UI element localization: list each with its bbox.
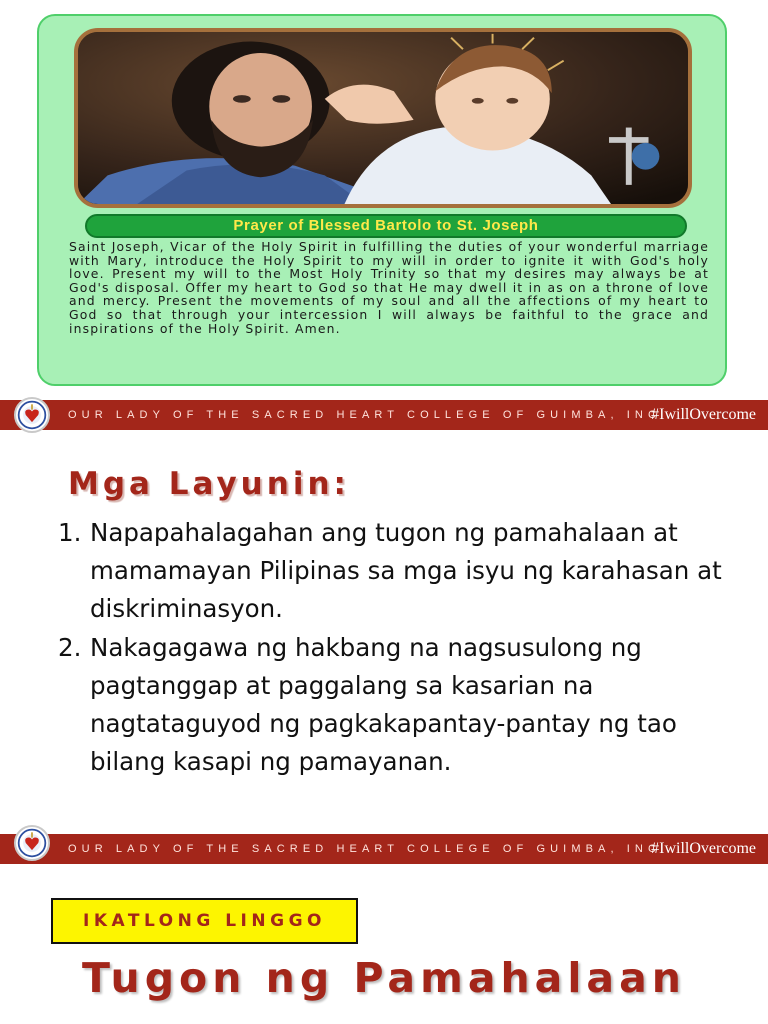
prayer-title: Prayer of Blessed Bartolo to St. Joseph — [233, 217, 539, 234]
saint-joseph-image — [74, 28, 692, 208]
objectives-heading: Mga Layunin: — [68, 466, 350, 502]
section-title: Tugon ng Pamahalaan — [82, 954, 686, 1002]
prayer-card — [37, 14, 727, 386]
objective-number: 1. — [58, 518, 82, 547]
school-footer-band — [0, 400, 768, 430]
week-label-box — [51, 898, 358, 944]
school-seal-logo-icon — [14, 397, 50, 433]
school-name: OUR LADY OF THE SACRED HEART COLLEGE OF GUIMBA, INC — [68, 843, 662, 855]
objective-item — [58, 629, 738, 781]
school-footer-band — [0, 834, 768, 864]
school-name: OUR LADY OF THE SACRED HEART COLLEGE OF GUIMBA, INC — [68, 409, 662, 421]
prayer-text: Saint Joseph, Vicar of the Holy Spirit in fulfilling the duties of your wonderful marriage with Mary, introduce the Holy Spirit to my will in order to ignite it with God's holy love. Present my will to the Most Holy Trinity so that my desires may always be at God's disposal. Offer my heart to God so that He may dwell it in as on a throne of love and mercy. Present the movements of my soul and all the affections of my heart to God so that through your intercession I will always be faithful to the grace and inspirations of the Holy Spirit. Amen. — [69, 239, 709, 336]
objectives-list — [58, 514, 738, 782]
objective-text: Nakagagawa ng hakbang na nagsusulong ng pagtanggap at paggalang sa kasarian na nagtataguyod ng pagkakapantay-pantay ng tao bilang kasapi ng pamayanan. — [90, 633, 677, 776]
objective-number: 2. — [58, 633, 82, 662]
hashtag: #IwillOvercome — [651, 406, 756, 423]
prayer-title-bar — [85, 214, 687, 238]
hashtag: #IwillOvercome — [651, 840, 756, 857]
objective-text: Napapahalagahan ang tugon ng pamahalaan at mamamayan Pilipinas sa mga isyu ng karahasan at diskriminasyon. — [90, 518, 722, 623]
school-seal-logo-icon — [14, 825, 50, 861]
week-label: IKATLONG LINGGO — [83, 911, 326, 931]
objective-item — [58, 514, 738, 628]
